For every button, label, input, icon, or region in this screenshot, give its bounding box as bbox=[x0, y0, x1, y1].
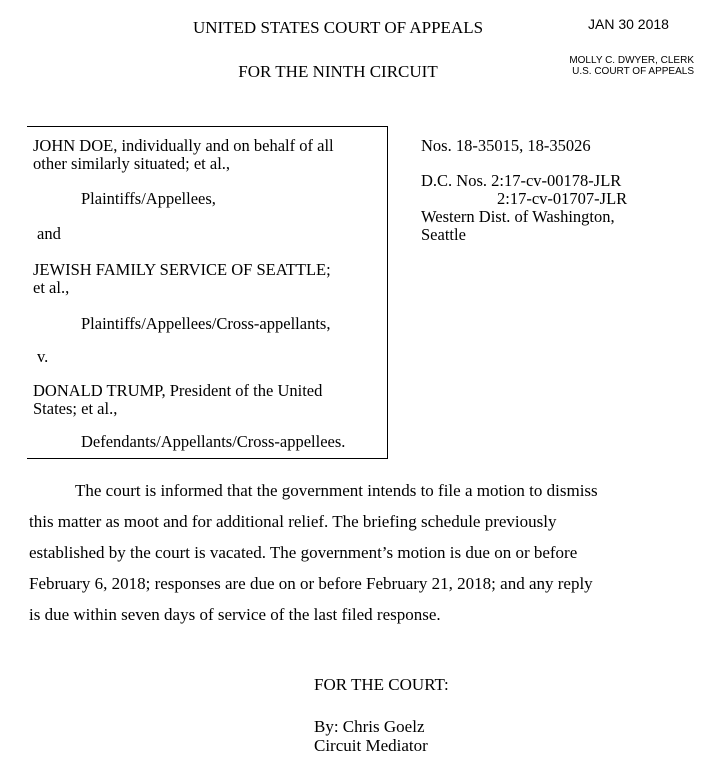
caption-versus: v. bbox=[37, 347, 49, 366]
district-name: Western Dist. of Washington, bbox=[421, 207, 615, 226]
party3-name-line2: States; et al., bbox=[33, 399, 118, 418]
order-line: The court is informed that the government intends to file a motion to dismiss bbox=[75, 481, 598, 500]
case-caption-box bbox=[27, 126, 388, 459]
district-city: Seattle bbox=[421, 225, 466, 244]
party1-role: Plaintiffs/Appellees, bbox=[81, 189, 216, 208]
clerk-office: U.S. COURT OF APPEALS bbox=[572, 66, 694, 77]
order-line: is due within seven days of service of the last filed response. bbox=[29, 605, 441, 624]
party3-role: Defendants/Appellants/Cross-appellees. bbox=[81, 432, 346, 451]
order-line: February 6, 2018; responses are due on or before February 21, 2018; and any reply bbox=[29, 574, 593, 593]
district-case-number-2: 2:17-cv-01707-JLR bbox=[497, 189, 628, 208]
signer-line: By: Chris Goelz bbox=[314, 717, 425, 736]
party3-name-line1: DONALD TRUMP, President of the United bbox=[33, 381, 323, 400]
clerk-name: MOLLY C. DWYER, CLERK bbox=[569, 55, 694, 66]
party2-name-line1: JEWISH FAMILY SERVICE OF SEATTLE; bbox=[33, 260, 331, 279]
order-text bbox=[29, 475, 649, 630]
appeal-case-numbers: Nos. 18-35015, 18-35026 bbox=[421, 136, 591, 155]
party1-name-line1: JOHN DOE, individually and on behalf of all bbox=[33, 136, 334, 155]
clerk-stamp bbox=[540, 55, 694, 77]
party1-name-line2: other similarly situated; et al., bbox=[33, 154, 231, 173]
caption-conjunction: and bbox=[37, 224, 61, 243]
district-case-number-1: D.C. Nos. 2:17-cv-00178-JLR bbox=[421, 171, 622, 190]
party2-name-line2: et al., bbox=[33, 278, 70, 297]
for-the-court: FOR THE COURT: bbox=[314, 675, 449, 694]
order-line: this matter as moot and for additional relief. The briefing schedule previously bbox=[29, 512, 557, 531]
filed-stamp-date: JAN 30 2018 bbox=[588, 16, 669, 32]
party2-role: Plaintiffs/Appellees/Cross-appellants, bbox=[81, 314, 331, 333]
order-line: established by the court is vacated. The government’s motion is due on or before bbox=[29, 543, 578, 562]
signer-title: Circuit Mediator bbox=[314, 736, 428, 755]
court-title: UNITED STATES COURT OF APPEALS bbox=[192, 18, 484, 37]
circuit-title: FOR THE NINTH CIRCUIT bbox=[238, 62, 438, 81]
